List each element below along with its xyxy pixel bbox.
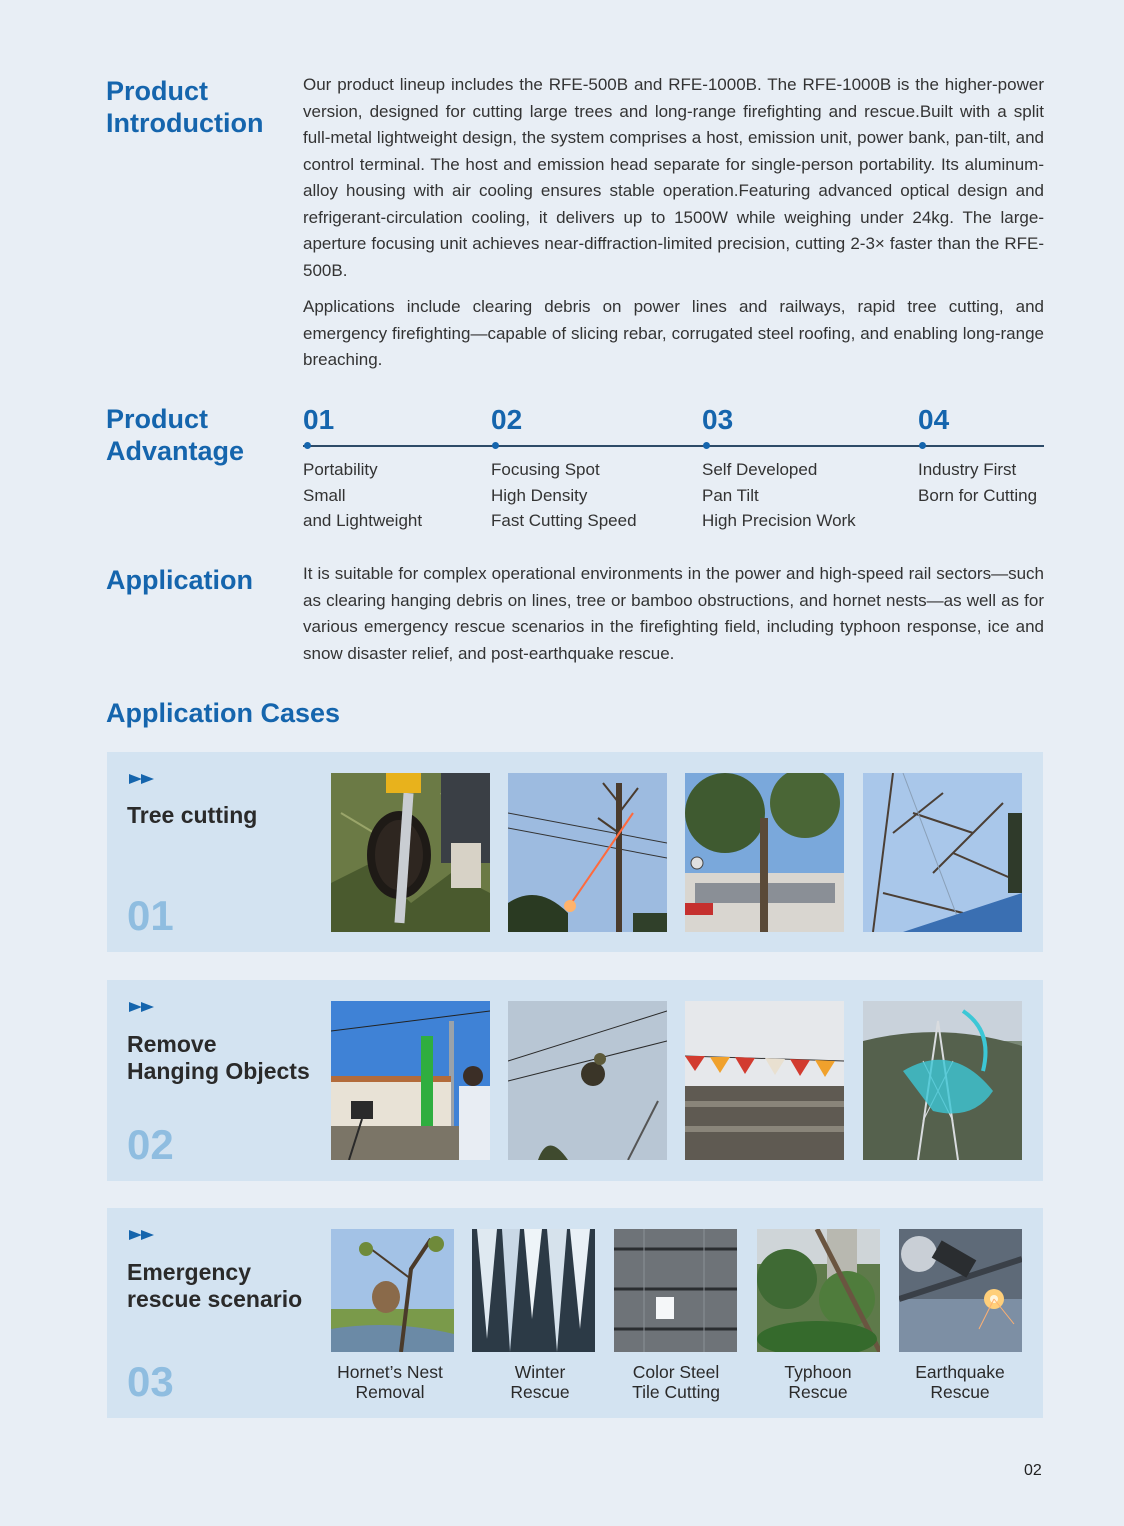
advantage-text: Industry First	[918, 460, 1017, 479]
advantage-number: 03	[702, 404, 734, 435]
caption-line2: Removal	[355, 1382, 425, 1402]
caption-line1: Typhoon	[784, 1362, 852, 1382]
photo-flags-on-wire	[685, 1001, 844, 1160]
advantage-text: and Lightweight	[303, 511, 423, 530]
case-name-line2: rescue scenario	[127, 1286, 303, 1312]
photo-bare-tree-branches	[863, 773, 1022, 932]
page-number: 02	[1024, 1462, 1042, 1479]
advantage-text: Portability	[303, 460, 378, 479]
caption-line2: Rescue	[930, 1382, 990, 1402]
photo-fallen-tree	[757, 1229, 880, 1352]
advantage-title-line2: Advantage	[106, 436, 245, 466]
caption-line1: Hornet’s Nest	[337, 1362, 443, 1382]
photo-steel-roof	[614, 1229, 737, 1352]
advantage-title	[106, 403, 244, 467]
case-name-line1: Remove	[127, 1031, 217, 1057]
advantage-number: 01	[303, 404, 335, 435]
case-number: 02	[127, 1121, 174, 1168]
photo-tree-near-building	[685, 773, 844, 932]
case-name-line1: Emergency	[127, 1259, 252, 1285]
intro-paragraph-1: Our product lineup includes the RFE-500B and RFE-1000B. The RFE-1000B is the higher-power version, designed for cutting large trees and long-range firefighting and rescue.Built with a split full-metal lightweight design, the system comprises a host, emission unit, power bank, pan-tilt, and control terminal. The host and emission head separate for single-person portability. Its aluminum-alloy housing with air cooling ensures stable operation.Featuring advanced optical design and refrigerant-circulation cooling, it delivers up to 1500W while weighing under 24kg. The large-aperture focusing unit achieves near-diffraction-limited precision, cutting 2-3× faster than the RFE-500B.	[303, 75, 1044, 280]
case-name	[127, 1259, 302, 1313]
caption-hornet-nest	[320, 1362, 460, 1402]
photo-rebar-cutting	[899, 1229, 1022, 1352]
case-number: 03	[127, 1358, 174, 1405]
caption-earthquake-rescue	[890, 1362, 1030, 1402]
advantage-text: Fast Cutting Speed	[491, 511, 637, 530]
double-arrow-icon	[129, 1230, 157, 1240]
advantage-text: Pan Tilt	[702, 485, 759, 505]
caption-line1: Winter	[514, 1362, 566, 1382]
photo-tower-with-net	[863, 1001, 1022, 1160]
photo-icicles	[472, 1229, 595, 1352]
intro-title-line1: Product	[106, 76, 209, 106]
advantage-item-3	[702, 402, 856, 534]
advantage-item-2	[491, 402, 637, 534]
caption-winter-rescue	[470, 1362, 610, 1402]
intro-title	[106, 75, 263, 139]
intro-paragraph-2: Applications include clearing debris on power lines and railways, rapid tree cutting, and emergency firefighting—capable of slicing rebar, corrugated steel roofing, and enabling long-range breaching.	[303, 297, 1044, 369]
case-name: Tree cutting	[127, 802, 258, 828]
case-number: 01	[127, 892, 174, 939]
advantage-text: Born for Cutting	[918, 485, 1038, 505]
double-arrow-icon	[129, 774, 157, 784]
caption-line2: Rescue	[510, 1382, 570, 1402]
advantage-item-1	[303, 402, 422, 534]
advantage-item-4	[918, 402, 1037, 508]
case-name-line2: Hanging Objects	[127, 1058, 310, 1084]
advantage-text: High Density	[491, 485, 588, 505]
advantage-number: 04	[918, 404, 950, 435]
timeline-dot	[703, 442, 710, 449]
case-panel-emergency-rescue	[107, 1208, 1043, 1418]
photo-railway-operator	[331, 1001, 490, 1160]
caption-typhoon-rescue	[748, 1362, 888, 1402]
advantage-text: Self Developed	[702, 460, 818, 479]
case-panel-remove-hanging-objects	[107, 980, 1043, 1181]
caption-line1: Earthquake	[915, 1362, 1005, 1382]
intro-title-line2: Introduction	[106, 108, 264, 138]
advantage-text: Focusing Spot	[491, 460, 600, 479]
caption-line1: Color Steel	[632, 1362, 720, 1382]
advantage-title-line1: Product	[106, 404, 209, 434]
photo-debris-on-line	[508, 1001, 667, 1160]
case-name	[127, 1031, 310, 1085]
application-text: It is suitable for complex operational environments in the power and high-speed rail sectors—such as clearing hanging debris on lines, tree or bamboo obstructions, and hornet nests—as well as for various emergency rescue scenarios in the firefighting field, including typhoon response, ice and snow disaster relief, and post-earthquake rescue.	[303, 564, 1044, 663]
advantage-text: Small	[303, 485, 346, 505]
photo-cut-log-measurement	[331, 773, 490, 932]
caption-line2: Rescue	[788, 1382, 848, 1402]
timeline-dot	[492, 442, 499, 449]
timeline-dot	[304, 442, 311, 449]
caption-line2: Tile Cutting	[632, 1382, 720, 1402]
caption-color-steel-tile	[606, 1362, 746, 1402]
double-arrow-icon	[129, 1002, 157, 1012]
timeline-dot	[919, 442, 926, 449]
advantage-number: 02	[491, 404, 523, 435]
photo-laser-cutting-tree	[508, 773, 667, 932]
photo-hornet-nest	[331, 1229, 454, 1352]
advantage-text: High Precision Work	[702, 511, 856, 530]
case-panel-tree-cutting	[107, 752, 1043, 952]
application-title: Application	[106, 565, 253, 595]
cases-title: Application Cases	[106, 698, 341, 728]
